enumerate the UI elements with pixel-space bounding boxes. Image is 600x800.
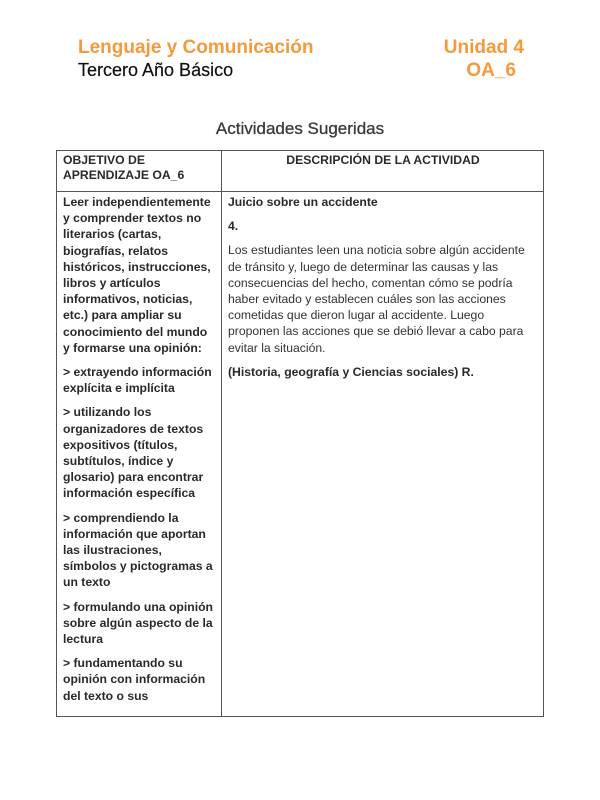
objective-paragraph: Leer independientemente y comprender textos no literarios (cartas, biografías, relatos históricos, instrucciones, libros y artículos informativos, noticias, etc.) para ampliar su conocimiento del mundo y formarse una opinión: bbox=[63, 195, 211, 355]
header-row-bottom bbox=[78, 59, 524, 82]
objective-paragraph: > comprendiendo la información que aportan las ilustraciones, símbolos y pictogramas a un texto bbox=[63, 510, 213, 590]
objective-paragraph: > utilizando los organizadores de textos expositivos (títulos, subtítulos, índice y glosario) para encontrar información específica bbox=[63, 405, 204, 501]
header-row-top bbox=[78, 36, 524, 59]
description-column-header: DESCRIPCIÓN DE LA ACTIVIDAD bbox=[222, 151, 544, 192]
objective-paragraph: > extrayendo información explícita e implícita bbox=[63, 365, 212, 396]
objective-cell bbox=[57, 192, 222, 717]
objective-code: OA_6 bbox=[466, 60, 516, 81]
description-cell bbox=[222, 192, 544, 717]
activity-title: Juicio sobre un accidente bbox=[228, 195, 378, 209]
unit-label: Unidad 4 bbox=[443, 37, 524, 58]
subject-title: Lenguaje y Comunicación bbox=[78, 37, 314, 58]
activity-integration: (Historia, geografía y Ciencias sociales) R. bbox=[228, 364, 474, 379]
section-title: Actividades Sugeridas bbox=[215, 119, 385, 138]
activity-number: 4. bbox=[228, 219, 239, 234]
document-header bbox=[78, 36, 524, 82]
activity-body: Los estudiantes leen una noticia sobre algún accidente de tránsito y, luego de determinar las causas y las consecuencias del hecho, comentan cómo se podría haber evitado y establecen cuáles son las acciones cometidas que dieron lugar al accidente. Luego proponen las acciones que se debió llevar a cabo para evitar la situación. bbox=[228, 243, 525, 355]
objective-column-header: OBJETIVO DE APRENDIZAJE OA_6 bbox=[57, 151, 222, 192]
objective-paragraph: > fundamentando su opinión con información del texto o sus bbox=[63, 656, 206, 703]
table-row bbox=[57, 192, 544, 717]
objective-paragraph: > formulando una opinión sobre algún aspecto de la lectura bbox=[63, 599, 213, 647]
grade-label: Tercero Año Básico bbox=[78, 60, 234, 80]
table-header-row bbox=[57, 151, 544, 192]
activities-table bbox=[56, 150, 544, 717]
